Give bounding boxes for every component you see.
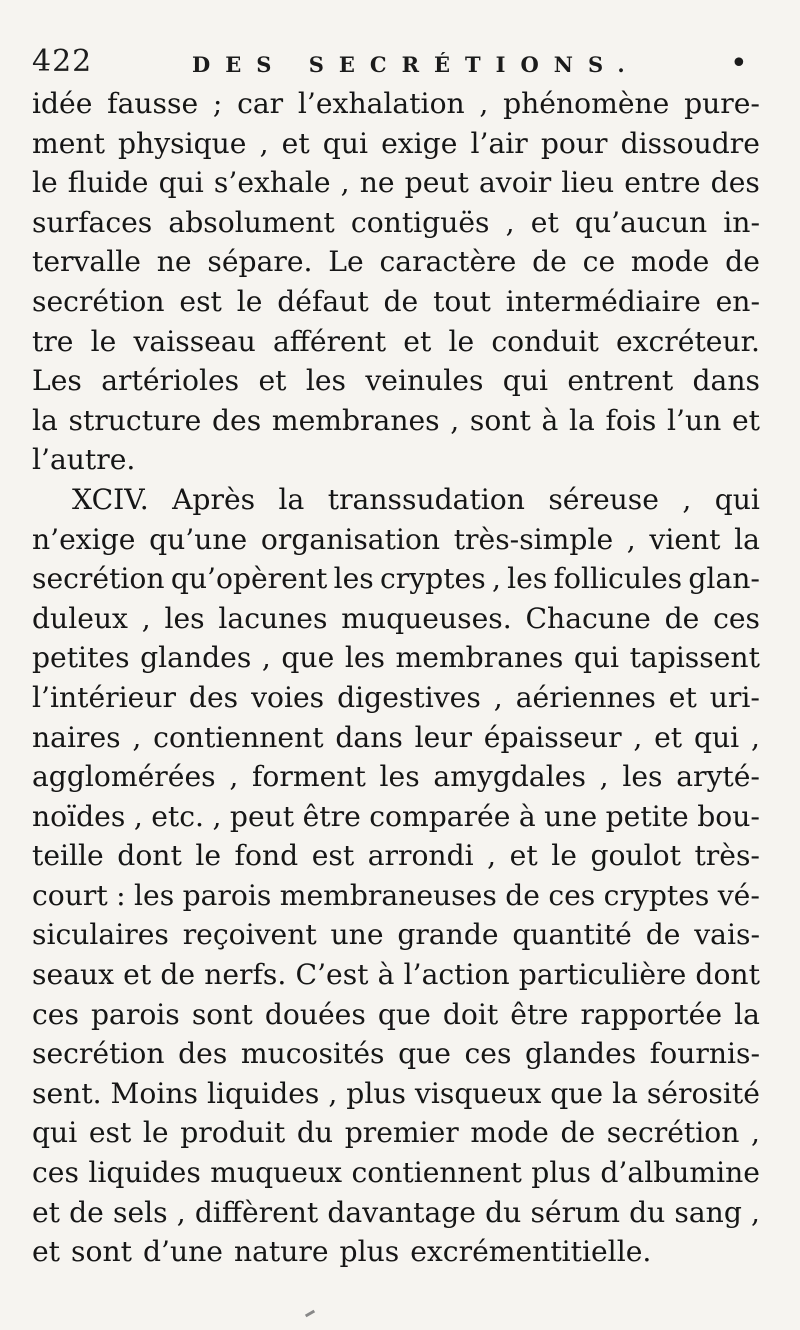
text-line: noïdes , etc. , peut être comparée à une petite bou- [32, 799, 760, 833]
text-line: secrétion est le défaut de tout intermédiaire en- [32, 284, 760, 318]
text-line: secrétion qu’opèrent les cryptes , les follicules glan- [32, 562, 760, 596]
text-line: sent. Moins liquides , plus visqueux que la sérosité [32, 1076, 760, 1110]
body-text [32, 84, 760, 1272]
printer-mark [305, 1310, 315, 1318]
page-header [32, 44, 752, 84]
text-line: duleux , les lacunes muqueuses. Chacune de ces [32, 601, 760, 635]
header-mark: • [730, 46, 748, 81]
text-line: Les artérioles et les veinules qui entrent dans [32, 364, 760, 398]
text-line: idée fausse ; car l’exhalation , phénomène pure- [32, 87, 760, 120]
text-line: siculaires reçoivent une grande quantité de vais- [32, 918, 760, 952]
text-line: qui est le produit du premier mode de secrétion , [32, 1116, 760, 1150]
text-line: et sont d’une nature plus excrémentitielle. [32, 1235, 652, 1269]
text-line: et de sels , diffèrent davantage du sérum du sang , [32, 1195, 760, 1229]
text-line: court : les parois membraneuses de ces cryptes vé- [32, 878, 760, 912]
text-line: l’intérieur des voies digestives , aériennes et uri- [32, 680, 760, 714]
text-line: surfaces absolument contiguës , et qu’aucun in- [32, 205, 760, 239]
text-line: seaux et de nerfs. C’est à l’action particulière dont [32, 958, 760, 992]
text-line: l’autre. [32, 443, 136, 477]
text-line: tervalle ne sépare. Le caractère de ce mode de [32, 245, 760, 279]
text-line: le fluide qui s’exhale , ne peut avoir lieu entre des [32, 166, 760, 200]
text-line: XCIV. Après la transsudation séreuse , qui [72, 482, 760, 516]
text-line: naires , contiennent dans leur épaisseur , et qui , [32, 720, 760, 754]
text-line: ces parois sont douées que doit être rapportée la [32, 997, 760, 1031]
text-line: agglomérées , forment les amygdales , les aryté- [32, 760, 760, 794]
running-title: DES SECRÉTIONS. [192, 52, 640, 77]
text-line: secrétion des mucosités que ces glandes fournis- [32, 1037, 760, 1071]
text-line: tre le vaisseau afférent et le conduit excréteur. [32, 324, 760, 358]
text-line: petites glandes , que les membranes qui tapissent [32, 641, 760, 675]
page-number: 422 [32, 44, 93, 79]
text-line: ces liquides muqueux contiennent plus d’albumine [32, 1156, 760, 1190]
text-line: ment physique , et qui exige l’air pour dissoudre [32, 126, 760, 160]
text-line: teille dont le fond est arrondi , et le goulot très- [32, 839, 760, 873]
text-line: n’exige qu’une organisation très-simple , vient la [32, 522, 760, 556]
text-line: la structure des membranes , sont à la fois l’un et [32, 403, 760, 437]
